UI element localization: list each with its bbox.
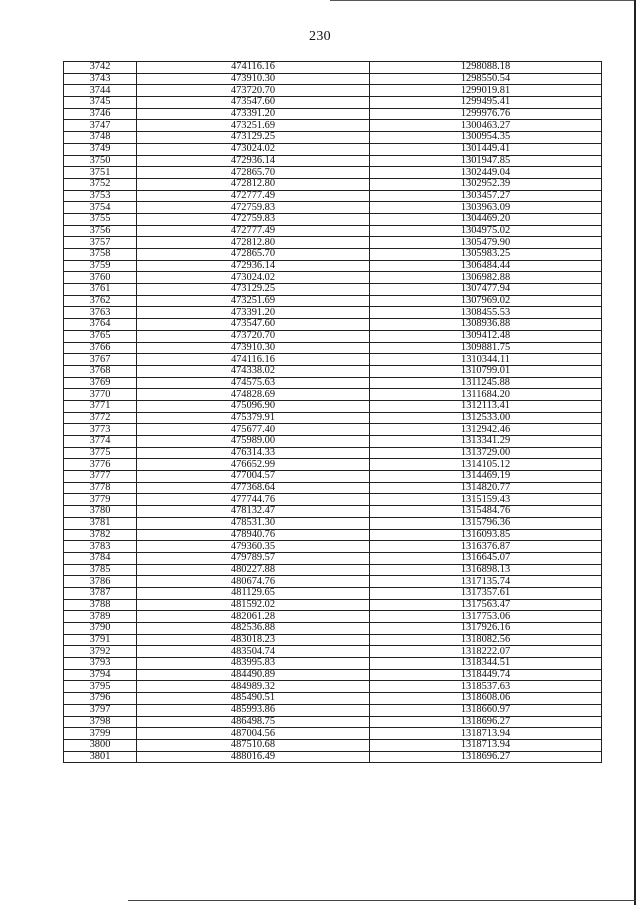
point-number-cell: 3782 — [64, 529, 137, 541]
table-row — [64, 529, 602, 541]
y-coordinate-cell: 1314820.77 — [370, 482, 602, 494]
x-coordinate-cell: 481129.65 — [137, 587, 370, 599]
table-row — [64, 447, 602, 459]
point-number-cell: 3780 — [64, 506, 137, 518]
y-coordinate-cell: 1318696.27 — [370, 751, 602, 763]
point-number-cell: 3756 — [64, 225, 137, 237]
x-coordinate-cell: 480227.88 — [137, 564, 370, 576]
x-coordinate-cell: 472777.49 — [137, 225, 370, 237]
point-number-cell: 3747 — [64, 120, 137, 132]
y-coordinate-cell: 1308455.53 — [370, 307, 602, 319]
point-number-cell: 3760 — [64, 272, 137, 284]
table-row — [64, 482, 602, 494]
table-row — [64, 517, 602, 529]
table-row — [64, 120, 602, 132]
x-coordinate-cell: 473910.30 — [137, 73, 370, 85]
table-row — [64, 97, 602, 109]
table-row — [64, 85, 602, 97]
x-coordinate-cell: 476652.99 — [137, 459, 370, 471]
y-coordinate-cell: 1299019.81 — [370, 85, 602, 97]
point-number-cell: 3746 — [64, 108, 137, 120]
table-row — [64, 389, 602, 401]
table-row — [64, 494, 602, 506]
table-row — [64, 167, 602, 179]
x-coordinate-cell: 473251.69 — [137, 120, 370, 132]
x-coordinate-cell: 473024.02 — [137, 272, 370, 284]
table-row — [64, 62, 602, 74]
x-coordinate-cell: 473251.69 — [137, 295, 370, 307]
table-row — [64, 564, 602, 576]
x-coordinate-cell: 474116.16 — [137, 62, 370, 74]
table-row — [64, 739, 602, 751]
point-number-cell: 3776 — [64, 459, 137, 471]
y-coordinate-cell: 1305983.25 — [370, 249, 602, 261]
page-frame-right-line — [634, 0, 636, 905]
y-coordinate-cell: 1318713.94 — [370, 739, 602, 751]
page-frame-bottom-line — [128, 900, 636, 901]
y-coordinate-cell: 1317753.06 — [370, 611, 602, 623]
x-coordinate-cell: 473720.70 — [137, 330, 370, 342]
point-number-cell: 3787 — [64, 587, 137, 599]
x-coordinate-cell: 484490.89 — [137, 669, 370, 681]
point-number-cell: 3789 — [64, 611, 137, 623]
x-coordinate-cell: 477368.64 — [137, 482, 370, 494]
y-coordinate-cell: 1304975.02 — [370, 225, 602, 237]
y-coordinate-cell: 1300954.35 — [370, 132, 602, 144]
x-coordinate-cell: 473024.02 — [137, 143, 370, 155]
point-number-cell: 3784 — [64, 552, 137, 564]
table-row — [64, 541, 602, 553]
y-coordinate-cell: 1312113.41 — [370, 400, 602, 412]
y-coordinate-cell: 1309412.48 — [370, 330, 602, 342]
table-row — [64, 190, 602, 202]
x-coordinate-cell: 473547.60 — [137, 97, 370, 109]
y-coordinate-cell: 1317135.74 — [370, 576, 602, 588]
page-frame-top-line — [330, 0, 636, 1]
y-coordinate-cell: 1318608.06 — [370, 693, 602, 705]
table-row — [64, 342, 602, 354]
point-number-cell: 3752 — [64, 178, 137, 190]
table-row — [64, 225, 602, 237]
x-coordinate-cell: 477744.76 — [137, 494, 370, 506]
y-coordinate-cell: 1303457.27 — [370, 190, 602, 202]
point-number-cell: 3767 — [64, 354, 137, 366]
table-row — [64, 354, 602, 366]
y-coordinate-cell: 1310344.11 — [370, 354, 602, 366]
table-row — [64, 178, 602, 190]
point-number-cell: 3792 — [64, 646, 137, 658]
x-coordinate-cell: 485490.51 — [137, 693, 370, 705]
y-coordinate-cell: 1310799.01 — [370, 365, 602, 377]
point-number-cell: 3743 — [64, 73, 137, 85]
x-coordinate-cell: 472812.80 — [137, 178, 370, 190]
point-number-cell: 3764 — [64, 319, 137, 331]
table-row — [64, 412, 602, 424]
y-coordinate-cell: 1318344.51 — [370, 658, 602, 670]
table-row — [64, 459, 602, 471]
x-coordinate-cell: 483504.74 — [137, 646, 370, 658]
table-row — [64, 658, 602, 670]
y-coordinate-cell: 1300463.27 — [370, 120, 602, 132]
point-number-cell: 3790 — [64, 623, 137, 635]
point-number-cell: 3779 — [64, 494, 137, 506]
point-number-cell: 3777 — [64, 471, 137, 483]
point-number-cell: 3783 — [64, 541, 137, 553]
table-row — [64, 693, 602, 705]
y-coordinate-cell: 1298550.54 — [370, 73, 602, 85]
y-coordinate-cell: 1317563.47 — [370, 599, 602, 611]
table-row — [64, 669, 602, 681]
y-coordinate-cell: 1303963.09 — [370, 202, 602, 214]
table-row — [64, 307, 602, 319]
table-row — [64, 751, 602, 763]
table-row — [64, 213, 602, 225]
table-row — [64, 728, 602, 740]
x-coordinate-cell: 472759.83 — [137, 202, 370, 214]
table-row — [64, 155, 602, 167]
table-row — [64, 716, 602, 728]
point-number-cell: 3798 — [64, 716, 137, 728]
table-row — [64, 400, 602, 412]
y-coordinate-cell: 1301449.41 — [370, 143, 602, 155]
x-coordinate-cell: 472759.83 — [137, 213, 370, 225]
table-row — [64, 295, 602, 307]
point-number-cell: 3785 — [64, 564, 137, 576]
table-row — [64, 634, 602, 646]
x-coordinate-cell: 483995.83 — [137, 658, 370, 670]
point-number-cell: 3768 — [64, 365, 137, 377]
x-coordinate-cell: 473129.25 — [137, 284, 370, 296]
y-coordinate-cell: 1314105.12 — [370, 459, 602, 471]
y-coordinate-cell: 1299976.76 — [370, 108, 602, 120]
x-coordinate-cell: 472865.70 — [137, 249, 370, 261]
y-coordinate-cell: 1318222.07 — [370, 646, 602, 658]
x-coordinate-cell: 478132.47 — [137, 506, 370, 518]
point-number-cell: 3745 — [64, 97, 137, 109]
point-number-cell: 3765 — [64, 330, 137, 342]
x-coordinate-cell: 474828.69 — [137, 389, 370, 401]
point-number-cell: 3763 — [64, 307, 137, 319]
y-coordinate-cell: 1318696.27 — [370, 716, 602, 728]
y-coordinate-cell: 1308936.88 — [370, 319, 602, 331]
table-row — [64, 646, 602, 658]
point-number-cell: 3757 — [64, 237, 137, 249]
x-coordinate-cell: 473129.25 — [137, 132, 370, 144]
point-number-cell: 3795 — [64, 681, 137, 693]
table-row — [64, 260, 602, 272]
point-number-cell: 3758 — [64, 249, 137, 261]
point-number-cell: 3799 — [64, 728, 137, 740]
table-row — [64, 704, 602, 716]
y-coordinate-cell: 1307477.94 — [370, 284, 602, 296]
point-number-cell: 3801 — [64, 751, 137, 763]
table-row — [64, 436, 602, 448]
x-coordinate-cell: 486498.75 — [137, 716, 370, 728]
table-row — [64, 611, 602, 623]
table-row — [64, 272, 602, 284]
point-number-cell: 3793 — [64, 658, 137, 670]
point-number-cell: 3754 — [64, 202, 137, 214]
point-number-cell: 3766 — [64, 342, 137, 354]
y-coordinate-cell: 1306982.88 — [370, 272, 602, 284]
point-number-cell: 3759 — [64, 260, 137, 272]
table-row — [64, 599, 602, 611]
y-coordinate-cell: 1309881.75 — [370, 342, 602, 354]
coordinates-table-body — [64, 62, 602, 763]
table-row — [64, 108, 602, 120]
x-coordinate-cell: 478940.76 — [137, 529, 370, 541]
point-number-cell: 3770 — [64, 389, 137, 401]
point-number-cell: 3781 — [64, 517, 137, 529]
table-row — [64, 132, 602, 144]
point-number-cell: 3791 — [64, 634, 137, 646]
table-row — [64, 681, 602, 693]
x-coordinate-cell: 485993.86 — [137, 704, 370, 716]
x-coordinate-cell: 478531.30 — [137, 517, 370, 529]
x-coordinate-cell: 488016.49 — [137, 751, 370, 763]
y-coordinate-cell: 1312942.46 — [370, 424, 602, 436]
coordinates-table — [63, 61, 602, 763]
y-coordinate-cell: 1314469.19 — [370, 471, 602, 483]
x-coordinate-cell: 477004.57 — [137, 471, 370, 483]
x-coordinate-cell: 473720.70 — [137, 85, 370, 97]
point-number-cell: 3744 — [64, 85, 137, 97]
point-number-cell: 3786 — [64, 576, 137, 588]
table-row — [64, 377, 602, 389]
y-coordinate-cell: 1315159.43 — [370, 494, 602, 506]
table-row — [64, 330, 602, 342]
x-coordinate-cell: 482061.28 — [137, 611, 370, 623]
table-row — [64, 471, 602, 483]
x-coordinate-cell: 482536.88 — [137, 623, 370, 635]
x-coordinate-cell: 475677.40 — [137, 424, 370, 436]
table-row — [64, 576, 602, 588]
table-row — [64, 319, 602, 331]
y-coordinate-cell: 1301947.85 — [370, 155, 602, 167]
table-row — [64, 587, 602, 599]
point-number-cell: 3773 — [64, 424, 137, 436]
y-coordinate-cell: 1307969.02 — [370, 295, 602, 307]
y-coordinate-cell: 1306484.44 — [370, 260, 602, 272]
x-coordinate-cell: 472865.70 — [137, 167, 370, 179]
table-row — [64, 249, 602, 261]
x-coordinate-cell: 479789.57 — [137, 552, 370, 564]
y-coordinate-cell: 1316645.07 — [370, 552, 602, 564]
x-coordinate-cell: 472812.80 — [137, 237, 370, 249]
y-coordinate-cell: 1304469.20 — [370, 213, 602, 225]
x-coordinate-cell: 476314.33 — [137, 447, 370, 459]
y-coordinate-cell: 1311684.20 — [370, 389, 602, 401]
point-number-cell: 3762 — [64, 295, 137, 307]
x-coordinate-cell: 484989.32 — [137, 681, 370, 693]
x-coordinate-cell: 474338.02 — [137, 365, 370, 377]
table-row — [64, 284, 602, 296]
x-coordinate-cell: 483018.23 — [137, 634, 370, 646]
table-row — [64, 73, 602, 85]
y-coordinate-cell: 1318537.63 — [370, 681, 602, 693]
point-number-cell: 3774 — [64, 436, 137, 448]
x-coordinate-cell: 474116.16 — [137, 354, 370, 366]
point-number-cell: 3794 — [64, 669, 137, 681]
table-row — [64, 506, 602, 518]
y-coordinate-cell: 1315484.76 — [370, 506, 602, 518]
page-number: 230 — [309, 29, 331, 44]
x-coordinate-cell: 487004.56 — [137, 728, 370, 740]
point-number-cell: 3750 — [64, 155, 137, 167]
y-coordinate-cell: 1313341.29 — [370, 436, 602, 448]
y-coordinate-cell: 1315796.36 — [370, 517, 602, 529]
x-coordinate-cell: 474575.63 — [137, 377, 370, 389]
point-number-cell: 3788 — [64, 599, 137, 611]
y-coordinate-cell: 1302449.04 — [370, 167, 602, 179]
table-row — [64, 143, 602, 155]
point-number-cell: 3751 — [64, 167, 137, 179]
x-coordinate-cell: 479360.35 — [137, 541, 370, 553]
point-number-cell: 3761 — [64, 284, 137, 296]
point-number-cell: 3769 — [64, 377, 137, 389]
point-number-cell: 3742 — [64, 62, 137, 74]
point-number-cell: 3796 — [64, 693, 137, 705]
y-coordinate-cell: 1312533.00 — [370, 412, 602, 424]
x-coordinate-cell: 472936.14 — [137, 155, 370, 167]
point-number-cell: 3775 — [64, 447, 137, 459]
y-coordinate-cell: 1316093.85 — [370, 529, 602, 541]
x-coordinate-cell: 487510.68 — [137, 739, 370, 751]
table-row — [64, 424, 602, 436]
point-number-cell: 3755 — [64, 213, 137, 225]
y-coordinate-cell: 1318660.97 — [370, 704, 602, 716]
y-coordinate-cell: 1316898.13 — [370, 564, 602, 576]
x-coordinate-cell: 473391.20 — [137, 108, 370, 120]
x-coordinate-cell: 472777.49 — [137, 190, 370, 202]
point-number-cell: 3749 — [64, 143, 137, 155]
point-number-cell: 3800 — [64, 739, 137, 751]
table-row — [64, 623, 602, 635]
table-row — [64, 365, 602, 377]
y-coordinate-cell: 1317926.16 — [370, 623, 602, 635]
y-coordinate-cell: 1311245.88 — [370, 377, 602, 389]
point-number-cell: 3772 — [64, 412, 137, 424]
y-coordinate-cell: 1298088.18 — [370, 62, 602, 74]
x-coordinate-cell: 473910.30 — [137, 342, 370, 354]
point-number-cell: 3748 — [64, 132, 137, 144]
table-row — [64, 552, 602, 564]
x-coordinate-cell: 475096.90 — [137, 400, 370, 412]
x-coordinate-cell: 475989.00 — [137, 436, 370, 448]
y-coordinate-cell: 1313729.00 — [370, 447, 602, 459]
x-coordinate-cell: 473547.60 — [137, 319, 370, 331]
point-number-cell: 3753 — [64, 190, 137, 202]
y-coordinate-cell: 1318082.56 — [370, 634, 602, 646]
y-coordinate-cell: 1317357.61 — [370, 587, 602, 599]
table-row — [64, 202, 602, 214]
table-row — [64, 237, 602, 249]
point-number-cell: 3771 — [64, 400, 137, 412]
y-coordinate-cell: 1305479.90 — [370, 237, 602, 249]
y-coordinate-cell: 1302952.39 — [370, 178, 602, 190]
x-coordinate-cell: 481592.02 — [137, 599, 370, 611]
x-coordinate-cell: 472936.14 — [137, 260, 370, 272]
x-coordinate-cell: 475379.91 — [137, 412, 370, 424]
point-number-cell: 3797 — [64, 704, 137, 716]
y-coordinate-cell: 1316376.87 — [370, 541, 602, 553]
y-coordinate-cell: 1318449.74 — [370, 669, 602, 681]
point-number-cell: 3778 — [64, 482, 137, 494]
y-coordinate-cell: 1318713.94 — [370, 728, 602, 740]
x-coordinate-cell: 473391.20 — [137, 307, 370, 319]
y-coordinate-cell: 1299495.41 — [370, 97, 602, 109]
x-coordinate-cell: 480674.76 — [137, 576, 370, 588]
